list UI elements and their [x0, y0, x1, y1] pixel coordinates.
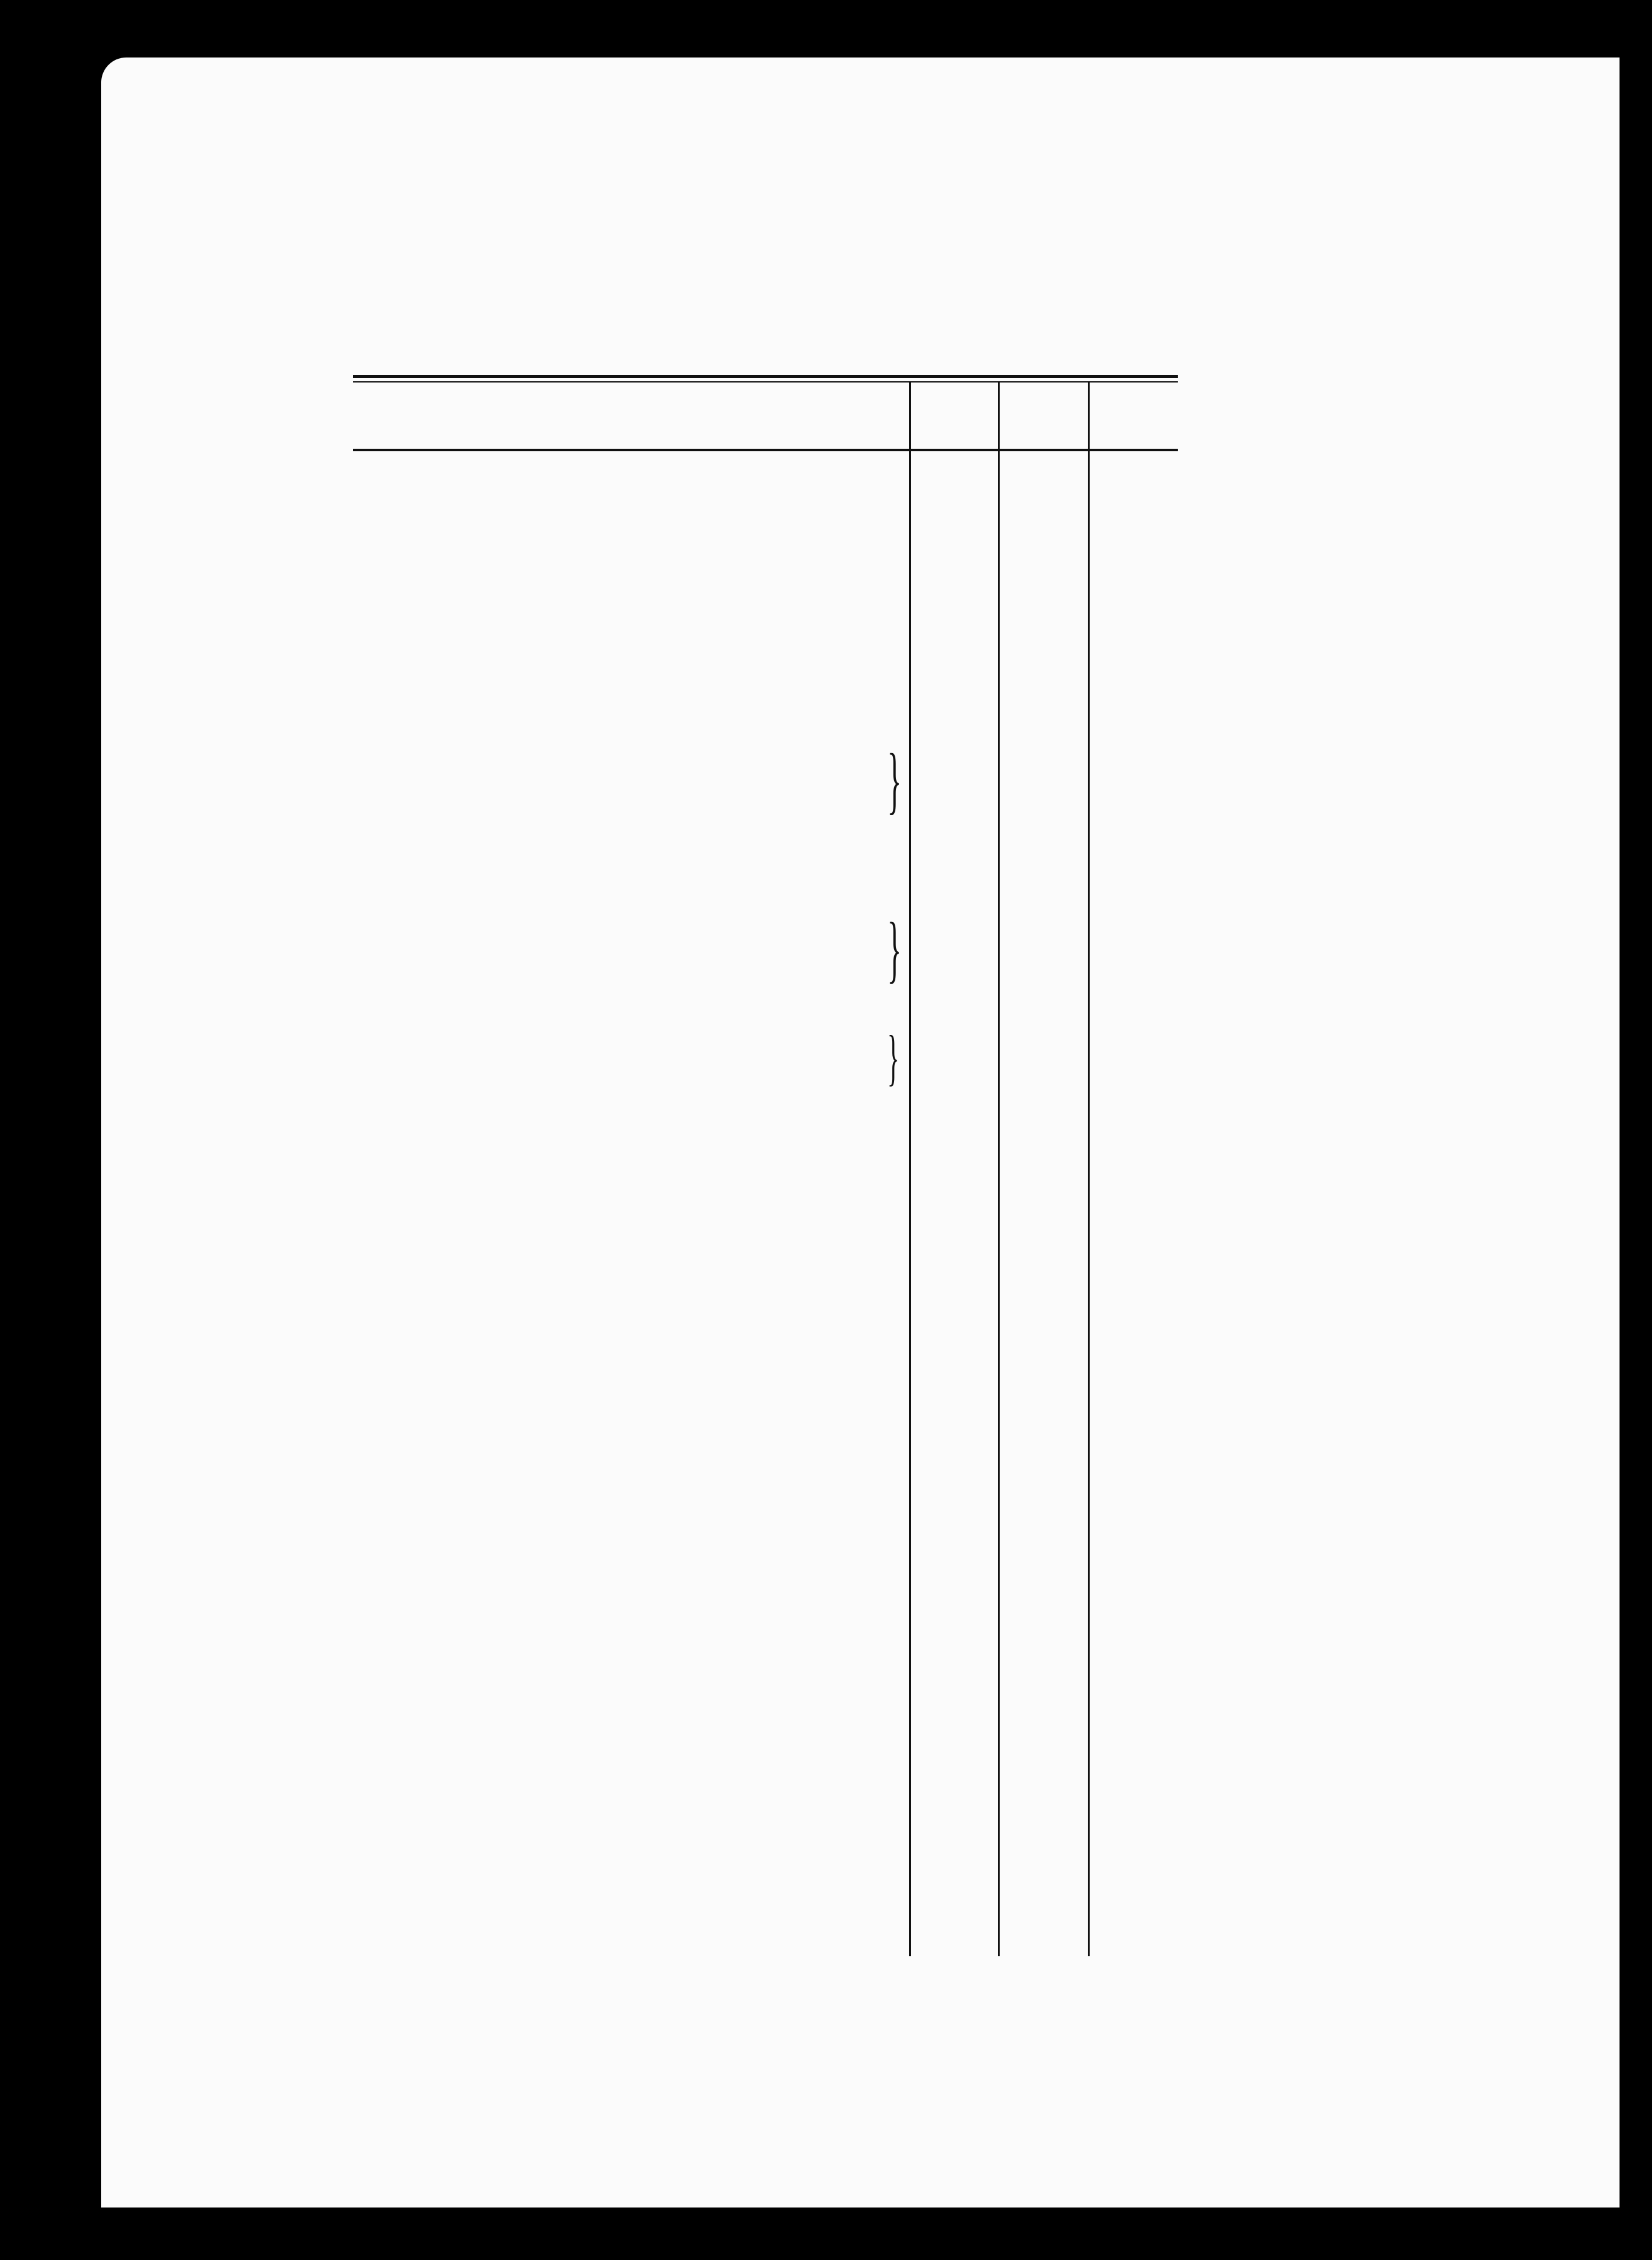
- brace: }: [887, 738, 902, 821]
- prize-table: [353, 375, 1178, 1956]
- column-divider-2: [998, 382, 1000, 1956]
- brace: }: [887, 907, 902, 990]
- header-rule: [353, 449, 1178, 451]
- top-rule: [353, 375, 1178, 378]
- top-rule-thin: [353, 381, 1178, 382]
- column-divider-3: [1088, 382, 1090, 1956]
- column-divider-1: [909, 382, 911, 1956]
- brace: }: [887, 1022, 900, 1092]
